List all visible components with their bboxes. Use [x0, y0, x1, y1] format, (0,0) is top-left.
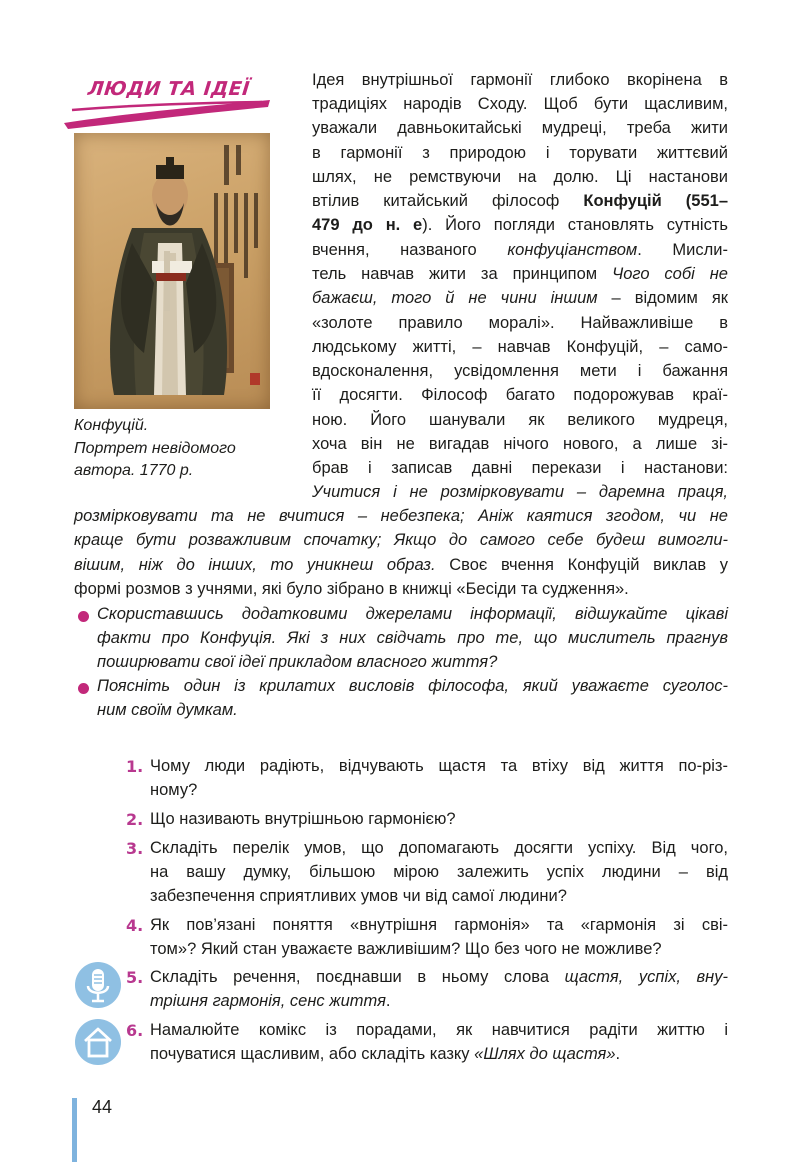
quote-italic: вішим, ніж до інших, то уникнеш образ. — [74, 556, 436, 574]
text-run: вчення, названого — [312, 241, 508, 259]
question-number: 1. — [126, 757, 144, 776]
bullet-line: поширювати свої ідеї прикладом власного життя? — [97, 653, 498, 671]
question-number: 2. — [126, 810, 144, 829]
bullet-line: ним своїм думкам. — [97, 701, 238, 719]
body-line — [312, 215, 728, 236]
body-line: в гармонії з природою і торувати життєвий — [312, 144, 728, 162]
question-line: Як пов’язані поняття «внутрішня гармонія» та «гармонія зі сві- — [150, 916, 728, 934]
question-number: 5. — [126, 968, 144, 987]
body-line: формі розмов з учнями, які було зібрано в книжці «Бесіди та судження». — [74, 580, 629, 598]
body-line — [312, 191, 728, 212]
caption-line: Портрет невідомого — [74, 439, 236, 457]
question-line — [150, 991, 391, 1012]
confucius-portrait — [74, 133, 270, 409]
words-italic: щастя, успіх, вну- — [564, 968, 728, 986]
text-run: Своє вчення Конфуцій виклав у — [435, 556, 728, 574]
question-number: 3. — [126, 839, 144, 858]
body-line — [312, 264, 728, 285]
bullet-line: Скориставшись додатковими джерелами інформації, відшукайте цікаві — [97, 605, 728, 623]
text-run: . — [385, 992, 391, 1010]
question-line — [150, 1044, 620, 1065]
dates-bold: 479 до н. е — [312, 216, 423, 234]
body-line: традиціях народів Сходу. Щоб бути щасливим, — [312, 95, 728, 113]
question-number: 4. — [126, 916, 144, 935]
body-line: уважали давньокитайські мудреці, треба жити — [312, 119, 728, 137]
caption-line: Конфуцій. — [74, 417, 149, 434]
body-line: брав і записав давні перекази і настанови: — [312, 459, 728, 477]
text-run: тель навчав жити за принципом — [312, 265, 613, 283]
text-run: . — [615, 1045, 621, 1063]
text-run: Складіть речення, поєднавши в ньому слова — [150, 968, 565, 986]
bullet-line: Поясніть один із крилатих висловів філософа, який уважаєте суголос- — [97, 677, 728, 695]
question-line: Намалюйте комікс із порадами, як навчитися радіти життю і — [150, 1021, 728, 1039]
body-line: шлях, не ремствуючи на долю. Ці настанови — [312, 168, 728, 186]
body-line: Учитися і не розмірковувати – даремна праця, — [312, 483, 728, 501]
words-italic: трішня гармонія, сенс життя — [150, 992, 386, 1010]
text-run: ). Його погляди становлять сутність — [422, 216, 729, 234]
bullet-dot — [78, 683, 89, 694]
body-line: хоча він не вигадав нічого нового, а лише зі- — [312, 435, 728, 453]
question-line — [150, 967, 728, 988]
question-line: том»? Який стан уважаєте важливішим? Що без чого не можливе? — [150, 940, 662, 958]
text-run: втілив китайський філософ — [312, 192, 584, 210]
question-line: на вашу думку, більшою мірою залежить успіх людини – від — [150, 863, 728, 881]
caption-line: автора. 1770 р. — [74, 462, 194, 479]
page-margin-bar — [72, 1098, 77, 1162]
tale-title-italic: «Шлях до щастя» — [474, 1045, 616, 1063]
confucius-name-bold: Конфуцій (551– — [583, 192, 729, 210]
quote-italic: бажаєш, того й не чини іншим — [312, 289, 598, 307]
bullet-dot — [78, 611, 89, 622]
body-line: краще бути розважливим спочатку; Якщо до самого себе будеш вимогли- — [74, 531, 728, 549]
body-line: «золоте правило моралі». Найважливіше в — [312, 314, 728, 332]
question-line: Чому люди радіють, відчувають щастя та втіху від життя по-різ- — [150, 757, 728, 775]
page-number: 44 — [92, 1097, 113, 1117]
body-line: Ідея внутрішньої гармонії глибоко вкорінена в — [312, 71, 728, 89]
question-number: 6. — [126, 1021, 144, 1040]
confucius-portrait-drawing — [74, 133, 270, 409]
bullet-line: факти про Конфуція. Які з них свідчать про те, що мислитель прагнув — [97, 629, 728, 647]
text-run: – відомим як — [597, 289, 728, 307]
body-line: її досягти. Філософ багато подорожував краї- — [312, 386, 728, 404]
body-line: розмірковувати та не вчитися – небезпека; Аніж каятися згодом, чи не — [74, 507, 728, 525]
section-heading — [62, 74, 274, 132]
question-line: Що називають внутрішньою гармонією? — [150, 810, 456, 828]
text-run: почуватися щасливим, або складіть казку — [150, 1045, 475, 1063]
section-heading-title: ЛЮДИ ТА ІДЕЇ — [86, 78, 251, 100]
heading-underline-swoosh — [62, 96, 274, 132]
home-icon — [75, 1019, 121, 1065]
portrait-caption — [74, 415, 284, 483]
text-run: . Мисли- — [637, 241, 728, 259]
quote-italic: Чого собі не — [612, 265, 728, 283]
question-line: Складіть перелік умов, що допомагають досягти успіху. Від чого, — [150, 839, 728, 857]
body-line — [74, 555, 728, 576]
body-line: ною. Його шанували як великого мудреця, — [312, 411, 728, 429]
body-line — [312, 240, 728, 261]
body-line: людському житті, – навчав Конфуцій, – само- — [312, 338, 728, 356]
term-italic: конфуціанством — [507, 241, 638, 259]
body-line: вдосконалення, усвідомлення мети і бажання — [312, 362, 728, 380]
microphone-icon — [75, 962, 121, 1008]
body-line — [312, 288, 728, 309]
question-line: ному? — [150, 781, 198, 799]
question-line: забезпечення сприятливих умов чи від самої людини? — [150, 887, 567, 905]
